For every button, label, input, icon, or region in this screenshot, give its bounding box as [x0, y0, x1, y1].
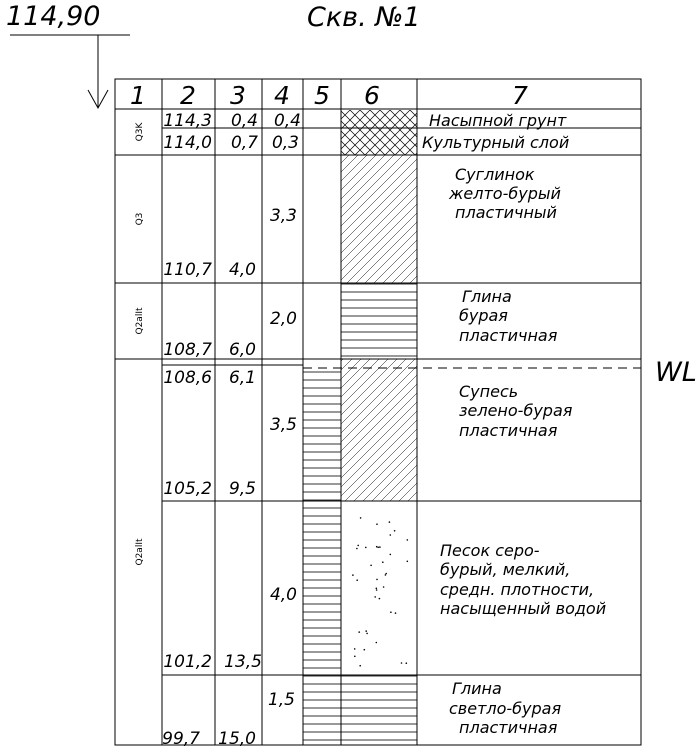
pattern-fill-layer-1-2 — [341, 110, 417, 155]
column-header-1: 1 — [130, 81, 146, 110]
bottom-elevation-layer-5: 105,2 — [163, 479, 212, 499]
thickness-layer-6: 4,0 — [269, 585, 297, 605]
description-layer-7-line-2: светло-бурая — [449, 699, 562, 718]
bottom-depth-layer-5: 9,5 — [228, 479, 256, 499]
column-header-3: 3 — [230, 81, 246, 110]
bottom-depth-layer-3: 4,0 — [228, 260, 256, 280]
groundwater-column-fill — [303, 365, 341, 745]
bottom-elevation-layer-7: 99,7 — [162, 729, 200, 749]
pattern-fill-layer-7 — [341, 675, 417, 745]
pattern-fill-layer-6 — [352, 517, 408, 666]
description-layer-6-line-1: Песок серо- — [440, 541, 540, 560]
top-elevation-layer-5: 108,6 — [163, 368, 212, 388]
column-header-4: 4 — [274, 81, 290, 110]
column-header-2: 2 — [180, 81, 196, 110]
description-layer-6-line-4: насыщенный водой — [440, 599, 607, 618]
pattern-fill-layer-3 — [341, 155, 417, 283]
age-index-layer-4: Q2alIt — [135, 307, 145, 335]
top-depth-layer-5: 6,1 — [228, 368, 256, 388]
description-layer-7-line-3: пластичная — [459, 718, 558, 737]
description-layer-6-line-2: бурый, мелкий, — [440, 560, 571, 579]
description-layer-5-line-2: зелено-бурая — [459, 401, 573, 420]
bottom-elevation-layer-2: 114,0 — [163, 133, 212, 153]
age-index-layer-1: Q3K — [135, 122, 145, 142]
age-index-layer-3: Q3 — [135, 212, 145, 226]
description-layer-3-line-1: Суглинок — [455, 165, 535, 184]
description-layer-2-line-1: Культурный слой — [422, 133, 570, 152]
pattern-fill-layer-5 — [341, 359, 417, 501]
description-layer-3-line-2: желто-бурый — [449, 184, 561, 203]
thickness-layer-5: 3,5 — [269, 415, 297, 435]
pattern-fill-layer-4 — [341, 283, 417, 359]
thickness-layer-3: 3,3 — [269, 206, 297, 226]
bottom-elevation-layer-3: 110,7 — [163, 260, 212, 280]
bottom-elevation-layer-4: 108,7 — [163, 340, 212, 360]
description-layer-3-line-3: пластичный — [455, 203, 557, 222]
bottom-depth-layer-1: 0,4 — [230, 111, 258, 131]
description-layer-5-line-1: Супесь — [459, 382, 519, 401]
bottom-depth-layer-6: 13,5 — [224, 652, 262, 672]
bottom-elevation-layer-1: 114,3 — [163, 111, 212, 131]
bottom-depth-layer-2: 0,7 — [230, 133, 258, 153]
bottom-elevation-layer-6: 101,2 — [163, 652, 212, 672]
description-layer-7-line-1: Глина — [452, 679, 502, 698]
age-index-layer-5: Q2alIt — [135, 538, 145, 566]
borehole-title: Скв. №1 — [307, 2, 421, 33]
description-layer-6-line-3: средн. плотности, — [440, 580, 595, 599]
column-header-5: 5 — [314, 81, 330, 110]
description-layer-5-line-3: пластичная — [459, 421, 558, 440]
bottom-depth-layer-7: 15,0 — [218, 729, 256, 749]
column-header-7: 7 — [512, 81, 528, 110]
wellhead-elevation: 114,90 — [6, 1, 101, 32]
column-header-6: 6 — [364, 81, 380, 110]
description-layer-4-line-2: бурая — [459, 306, 508, 325]
thickness-layer-2: 0,3 — [271, 133, 299, 153]
bottom-depth-layer-4: 6,0 — [228, 340, 256, 360]
description-layer-4-line-1: Глина — [462, 287, 512, 306]
thickness-layer-4: 2,0 — [269, 309, 297, 329]
thickness-layer-1: 0,4 — [273, 111, 301, 131]
water-level-label: WL — [655, 357, 697, 388]
description-layer-1-line-1: Насыпной грунт — [429, 111, 567, 130]
description-layer-4-line-3: пластичная — [459, 326, 558, 345]
thickness-layer-7: 1,5 — [267, 690, 295, 710]
